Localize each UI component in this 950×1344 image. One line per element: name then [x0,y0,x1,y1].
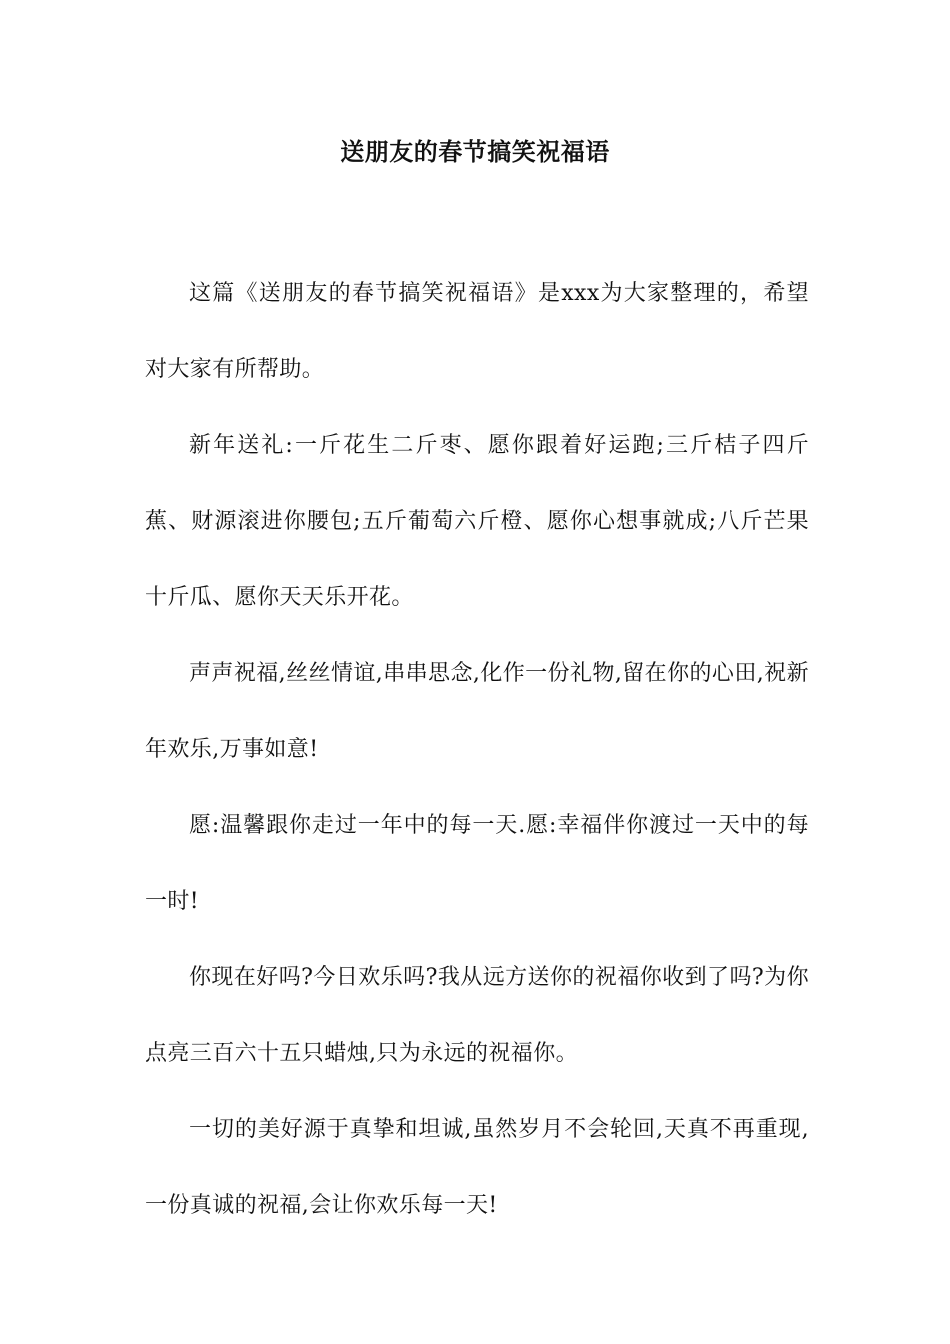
paragraph-gifts: 新年送礼:一斤花生二斤枣、愿你跟着好运跑;三斤桔子四斤蕉、财源滚进你腰包;五斤葡萄六斤橙、愿你心想事就成;八斤芒果十斤瓜、愿你天天乐开花。 [145,433,809,610]
paragraph-greeting: 你现在好吗?今日欢乐吗?我从远方送你的祝福你收到了吗?为你点亮三百六十五只蜡烛,只为永远的祝福你。 [145,965,809,1066]
paragraph-wishes: 愿:温馨跟你走过一年中的每一天.愿:幸福伴你渡过一天中的每一时! [145,813,809,914]
document-body [145,256,809,1244]
paragraph-sincerity: 一切的美好源于真挚和坦诚,虽然岁月不会轮回,天真不再重现,一份真诚的祝福,会让你欢乐每一天! [145,1117,809,1218]
paragraph-intro: 这篇《送朋友的春节搞笑祝福语》是xxx为大家整理的，希望对大家有所帮助。 [145,281,809,382]
paragraph-blessings: 声声祝福,丝丝情谊,串串思念,化作一份礼物,留在你的心田,祝新年欢乐,万事如意! [145,661,809,762]
document-title: 送朋友的春节搞笑祝福语 [340,137,610,166]
